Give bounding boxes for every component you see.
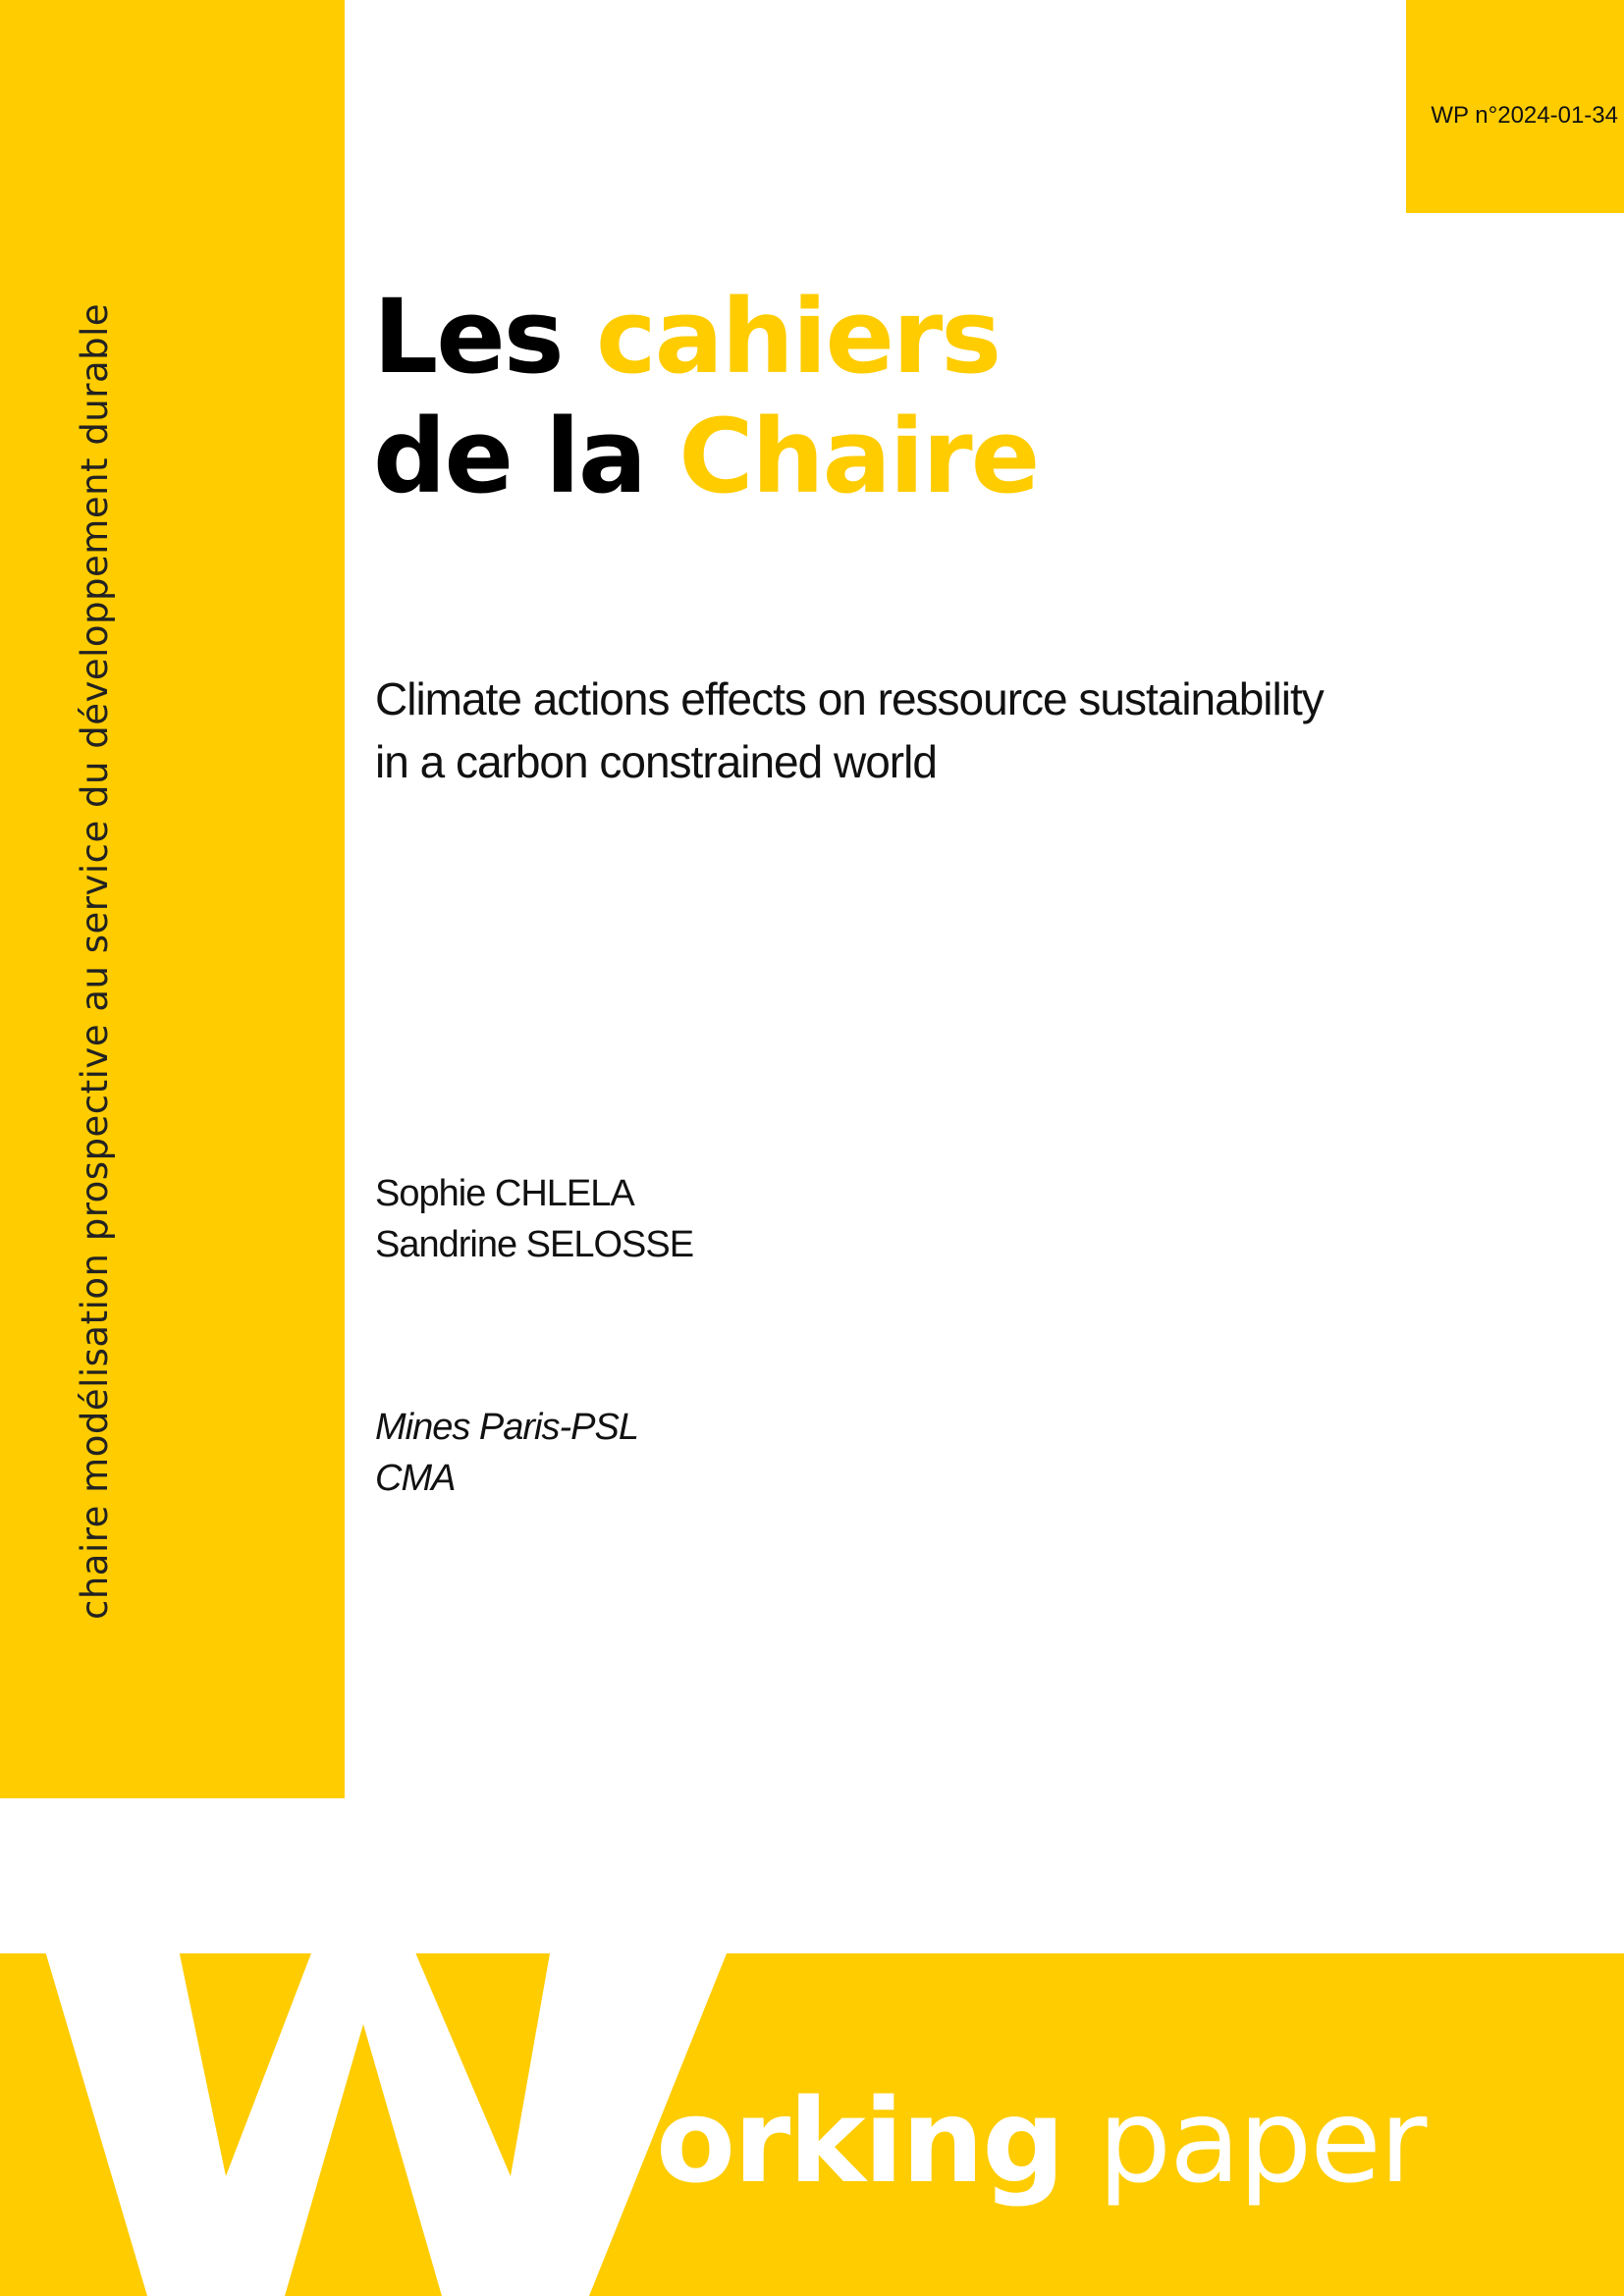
chair-tagline: chaire modélisation prospective au service du développement durable: [74, 302, 116, 1620]
paper-title: [375, 667, 1475, 793]
series-title: [373, 277, 1038, 516]
series-title-chaire: Chaire: [678, 397, 1039, 516]
affiliation-institution: Mines Paris-PSL: [375, 1407, 638, 1448]
working-paper-paper: paper: [1098, 2073, 1426, 2209]
affiliation: [375, 1402, 638, 1504]
affiliation-center: CMA: [375, 1458, 456, 1499]
working-paper-orking: orking: [656, 2073, 1063, 2209]
working-paper-label: [656, 2073, 1426, 2209]
side-band: [0, 0, 345, 1798]
author-name: Sandrine SELOSSE: [375, 1224, 694, 1265]
author-name: Sophie CHLELA: [375, 1173, 634, 1214]
authors: [375, 1168, 693, 1270]
paper-title-line-1: Climate actions effects on ressource sustainability: [375, 673, 1324, 724]
paper-title-line-2: in a carbon constrained world: [375, 736, 937, 787]
series-title-de-la: de la: [373, 397, 646, 516]
working-paper-w-logo: [0, 1798, 746, 2296]
series-title-les: Les: [373, 277, 563, 397]
wp-number: WP n°2024-01-34: [1431, 102, 1618, 129]
series-title-cahiers: cahiers: [595, 277, 1001, 397]
